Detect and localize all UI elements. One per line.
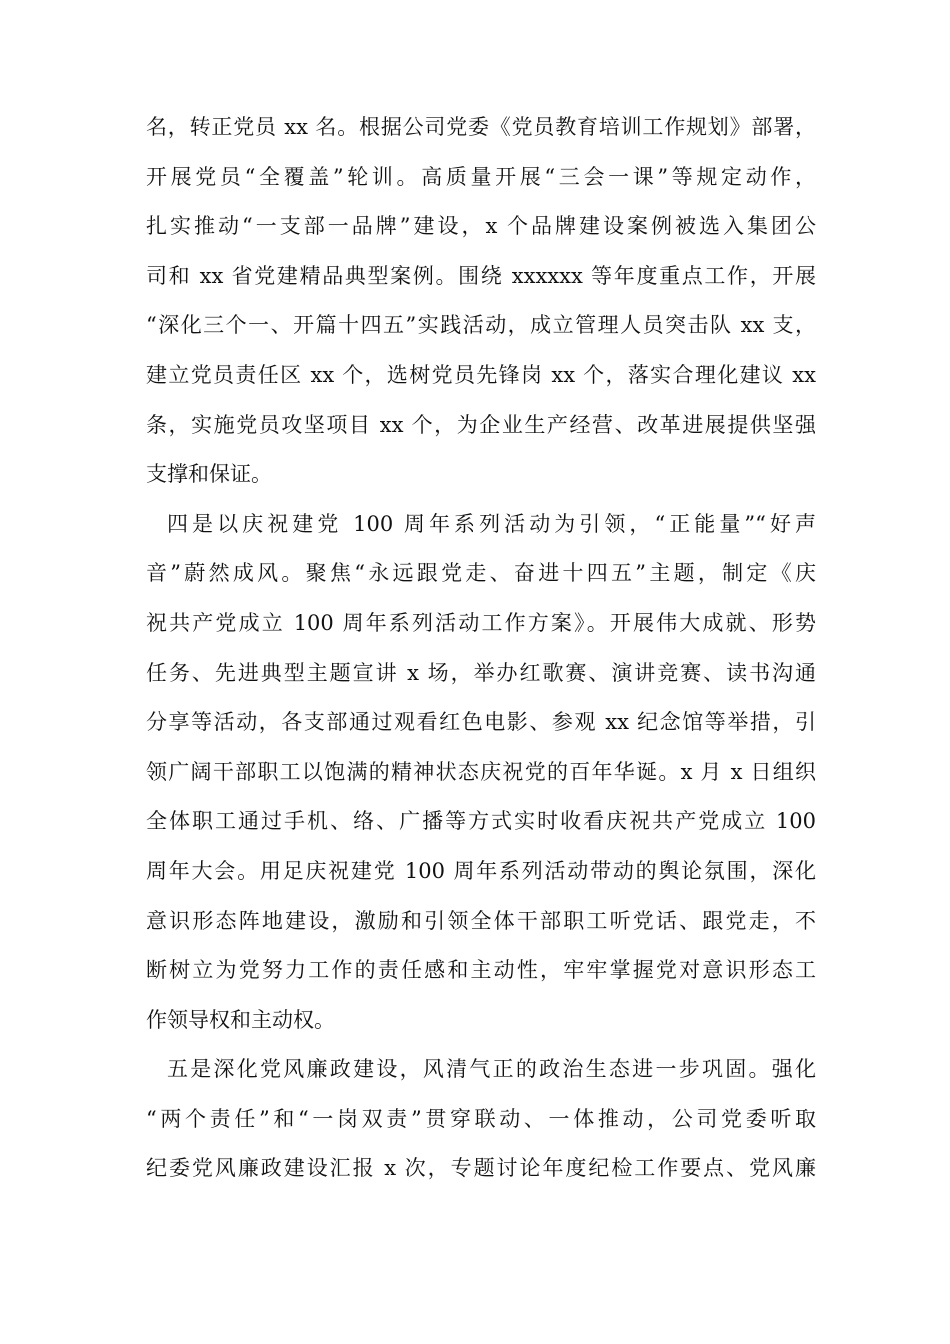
text-line: 司和 xx 省党建精品典型案例。围绕 xxxxxx 等年度重点工作，开展 [146,263,816,288]
text-line: 全体职工通过手机、络、广播等方式实时收看庆祝共产党成立 100 [146,809,816,834]
text-line: 支撑和保证。 [146,462,272,487]
text-line: 开展党员“全覆盖”轮训。高质量开展“三会一课”等规定动作， [146,164,816,189]
paragraph-start-line: 四是以庆祝建党 100 周年系列活动为引领，“正能量”“好声 [167,511,816,536]
text-line: 建立党员责任区 xx 个，选树党员先锋岗 xx 个，落实合理化建议 xx [146,362,816,387]
text-line: 领广阔干部职工以饱满的精神状态庆祝党的百年华诞。x 月 x 日组织 [146,759,816,784]
text-line: 意识形态阵地建设，激励和引领全体干部职工听党话、跟党走，不 [146,908,816,933]
text-line: 条，实施党员攻坚项目 xx 个，为企业生产经营、改革进展提供坚强 [146,412,816,437]
text-line: 祝共产党成立 100 周年系列活动工作方案》。开展伟大成就、形势 [146,610,816,635]
text-line: 扎实推动“一支部一品牌”建设，x 个品牌建设案例被选入集团公 [146,214,816,239]
text-line: 断树立为党努力工作的责任感和主动性，牢牢掌握党对意识形态工 [146,958,816,983]
text-line: 作领导权和主动权。 [146,1007,335,1032]
text-line: “深化三个一、开篇十四五”实践活动，成立管理人员突击队 xx 支， [146,313,816,338]
text-line: “两个责任”和“一岗双责”贯穿联动、一体推动，公司党委听取 [146,1106,816,1131]
text-line: 分享等活动，各支部通过观看红色电影、参观 xx 纪念馆等举措，引 [146,710,816,735]
text-line: 周年大会。用足庆祝建党 100 周年系列活动带动的舆论氛围，深化 [146,858,816,883]
document-body [146,103,816,1194]
text-line: 纪委党风廉政建设汇报 x 次，专题讨论年度纪检工作要点、党风廉 [146,1156,816,1181]
paragraph-start-line: 五是深化党风廉政建设，风清气正的政治生态进一步巩固。强化 [167,1057,816,1082]
text-line: 任务、先进典型主题宣讲 x 场，举办红歌赛、演讲竞赛、读书沟通 [146,660,816,685]
text-line: 名，转正党员 xx 名。根据公司党委《党员教育培训工作规划》部署， [146,115,816,139]
text-line: 音”蔚然成风。聚焦“永远跟党走、奋进十四五”主题，制定《庆 [146,561,816,586]
